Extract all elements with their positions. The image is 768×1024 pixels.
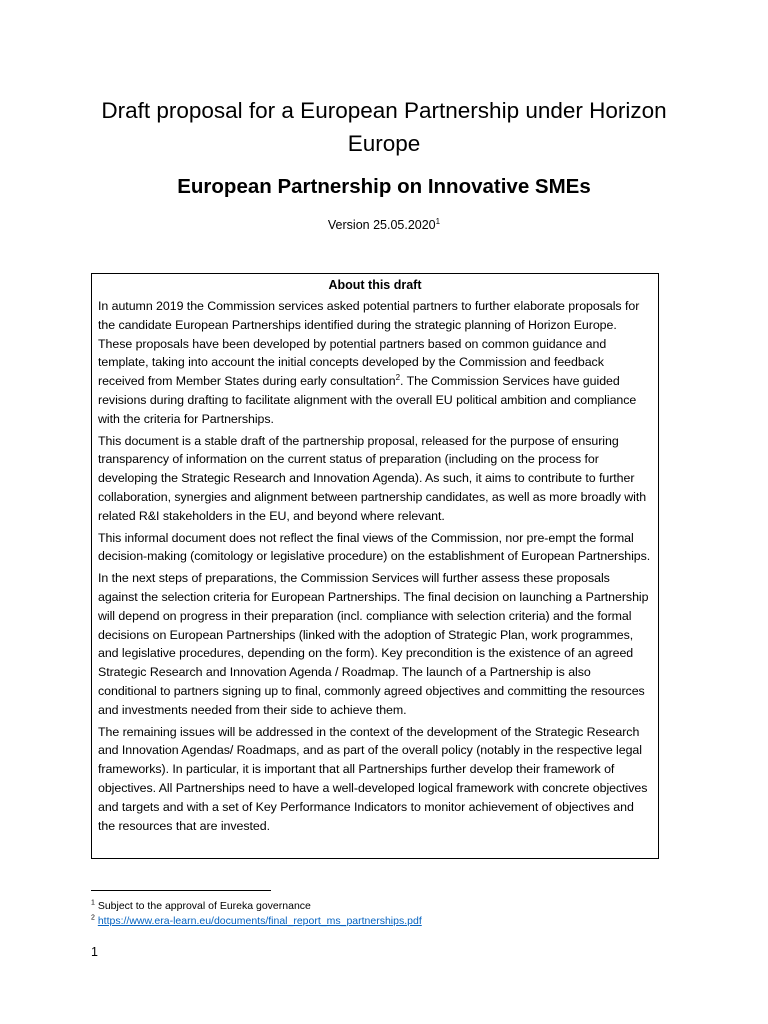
footnote-1 — [91, 899, 311, 914]
draft-paragraph-1-text: In autumn 2019 the Commission services asked potential partners to further elaborate proposals for the candidate European Partnerships identified during the strategic planning of Horizon Europe. These proposals have been developed by potential partners based on common guidance and template, taking into account the initial concepts developed by the Commission and feedback received from Member States during early consultation — [98, 299, 640, 389]
draft-paragraph-1-text-cont: . The Commission Services have guided revisions during drafting to facilitate alignment with the overall EU political ambition and compliance with the criteria for Partnerships. — [98, 374, 637, 426]
draft-paragraph-3: This informal document does not reflect the final views of the Commission, nor pre-empt the formal decision-making (comitology or legislative procedure) on the establishment of European Partnerships. — [98, 530, 651, 564]
about-this-draft-box — [91, 273, 659, 859]
draft-paragraph-2: This document is a stable draft of the partnership proposal, released for the purpose of ensuring transparency of information on the current status of preparation (including on the process for developing the Strategic Research and Innovation Agenda). As such, it aims to contribute to further collaboration, synergies and alignment between partnership candidates, as well as more broadly with related R&I stakeholders in the EU, and beyond where relevant. — [98, 433, 647, 523]
version-line — [84, 216, 684, 234]
footnote-2-link[interactable]: https://www.era-learn.eu/documents/final_report_ms_partnerships.pdf — [97, 915, 422, 927]
about-this-draft-heading: About this draft — [328, 278, 422, 292]
draft-paragraph-1 — [98, 297, 652, 429]
footnote-1-number: 1 — [91, 899, 95, 907]
footnote-2-number: 2 — [91, 914, 95, 922]
footnote-ref-2: 2 — [395, 373, 401, 383]
footnote-ref-1: 1 — [435, 216, 441, 226]
document-subtitle: European Partnership on Innovative SMEs — [177, 175, 591, 198]
footnote-1-text: Subject to the approval of Eureka governance — [94, 900, 311, 912]
draft-paragraph-4: In the next steps of preparations, the Commission Services will further assess these proposals against the selection criteria for European Partnerships. The final decision on launching a Partnership will depend on progress in their preparation (incl. compliance with selection criteria) and the formal decisions on European Partnerships (linked with the adoption of Strategic Plan, work programmes, and legislative procedures, depending on the form). Key precondition is the existence of an agreed Strategic Research and Innovation Agenda / Roadmap. The launch of a Partnership is also conditional to partners signing up to final, commonly agreed objectives and committing the resources and investments needed from their side to achieve them. — [98, 571, 649, 717]
draft-paragraph-5: The remaining issues will be addressed in the context of the development of the Strategic Research and Innovation Agendas/ Roadmaps, and as part of the overall policy (notably in the respective legal frameworks). In particular, it is important that all Partnerships further develop their framework of objectives. All Partnerships need to have a well-developed logical framework with concrete objectives and targets and with a set of Key Performance Indicators to monitor achievement of objectives and the resources that are invested. — [98, 724, 648, 833]
version-text: Version 25.05.2020 — [327, 218, 436, 232]
page-number: 1 — [91, 945, 98, 959]
document-title: Draft proposal for a European Partnership under Horizon Europe — [101, 98, 667, 156]
footnote-separator — [91, 890, 271, 891]
footnote-2 — [91, 914, 422, 929]
